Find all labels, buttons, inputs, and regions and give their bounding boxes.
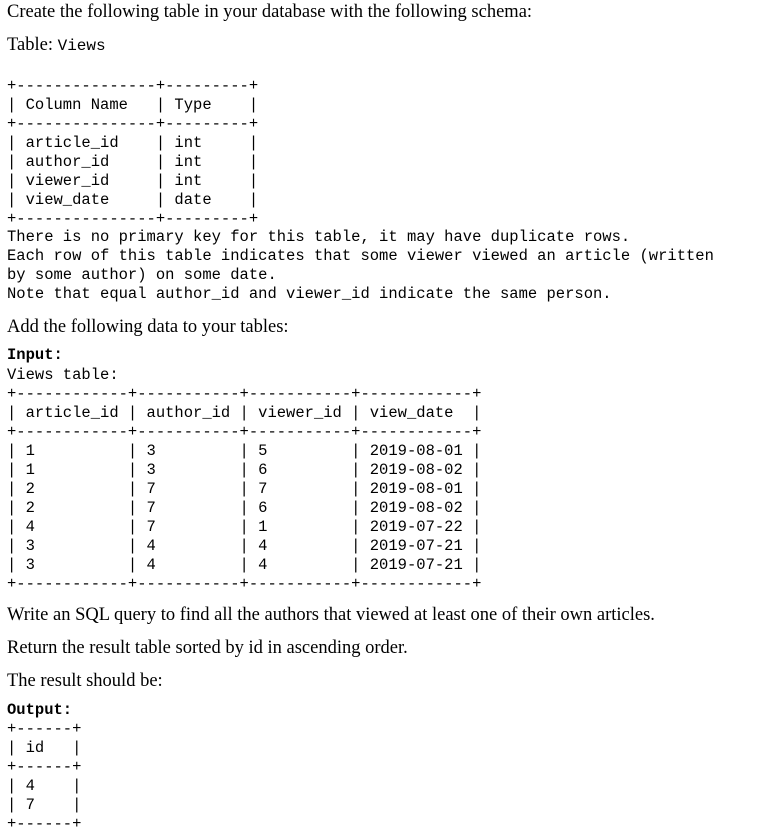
- add-data-text: Add the following data to your tables:: [7, 317, 289, 337]
- input-views-table: +------------+-----------+-----------+------------+ | article_id | author_id | viewer_id | view_date | +------------+-----------+-----------+------------+ | 1 | 3 | 5 | 2019-08-01 | | 1 | 3 | 6 | 2019-08-02 | | 2 | 7 | 7 | 2019-08-01 | | 2 | 7 | 6 | 2019-08-02 | | 4 | 7 | 1 | 2019-07-22 | | 3 | 4 | 4 | 2019-07-21 | | 3 | 4 | 4 | 2019-07-21 | +------------+-----------+-----------+------------+: [7, 385, 482, 593]
- table-name: Views: [57, 37, 106, 55]
- question-text: Write an SQL query to find all the authors that viewed at least one of their own articles.: [7, 605, 655, 625]
- table-name-line: [7, 35, 106, 56]
- sort-text: Return the result table sorted by id in ascending order.: [7, 638, 408, 658]
- schema-table: +---------------+---------+ | Column Name | Type | +---------------+---------+ | article_id | int | | author_id | int | | viewer_id | int | | view_date | date | +---------------+---------+: [7, 77, 259, 228]
- table-label: Table:: [7, 35, 58, 55]
- input-table-caption: Views table:: [7, 366, 119, 384]
- output-label: Output:: [7, 701, 73, 719]
- result-text: The result should be:: [7, 671, 163, 691]
- intro-create-text: Create the following table in your database with the following schema:: [7, 2, 533, 22]
- input-label: Input:: [7, 346, 63, 364]
- output-table: +------+ | id | +------+ | 4 | | 7 | +------+: [7, 720, 82, 833]
- schema-notes: There is no primary key for this table, it may have duplicate rows. Each row of this table indicates that some viewer viewed an article (written by some author) on some date. Note that equal author_id and viewer_id indicate the same person.: [7, 228, 714, 303]
